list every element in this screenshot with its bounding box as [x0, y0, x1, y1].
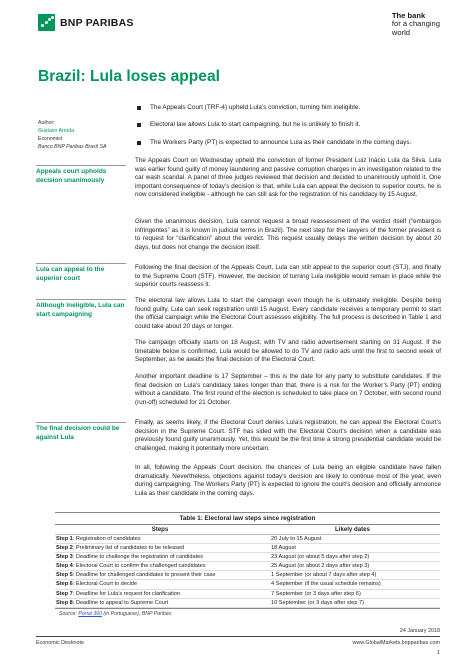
step-text: : Deadline for challenged candidates to present their case — [72, 572, 216, 579]
step-text: : Deadline for Lula’s request for clarification — [72, 590, 180, 597]
date-cell: 4 September (if the usual schedule remains) — [271, 581, 381, 588]
table-title: Table 1: Electoral law steps since registration — [55, 512, 440, 525]
tagline-line: for a changing — [391, 19, 440, 29]
bullet-item — [137, 104, 437, 112]
step-cell — [55, 571, 265, 579]
date-cell: 25 August (or about 2 days after step 3) — [271, 563, 370, 570]
bnp-paribas-logo — [38, 14, 134, 31]
brand-name: BNP PARIBAS — [60, 16, 134, 29]
table-header-row — [55, 525, 440, 535]
table-header-dates: Likely dates — [335, 526, 370, 533]
step-number: Step 3 — [56, 554, 73, 561]
step-text: : Deadline to appeal to Supreme Court — [72, 599, 169, 606]
author-name: Gustavo Arruda — [38, 128, 75, 134]
table-row — [55, 580, 440, 589]
step-cell — [55, 535, 265, 543]
date-cell: 23 August (or about 5 days after step 2) — [271, 554, 370, 561]
footer-date: 24 January 2018 — [399, 628, 440, 634]
sidebar-heading-text: Appeals court upholds decision unanimously — [36, 168, 107, 184]
stars-logo-icon — [38, 14, 55, 31]
body-paragraph: Following the final decision of the Appeals Court, Lula can still appeal to the superior court (STJ), and finally to the Supreme Court (STF). However, the decision of turning Lula ineligible would remain in place while the superior courts reassess it. — [135, 264, 441, 289]
author-bank: Banco BNP Paribas Brasil SA — [38, 144, 107, 150]
date-cell: 7 September (or 3 days after step 6) — [271, 590, 361, 597]
bullet-text: The Appeals Court (TRF-4) upheld Lula’s conviction, turning him ineligible. — [150, 104, 361, 111]
body-paragraph: In all, following the Appeals Court decision, the chances of Lula being an eligible candidate have fallen dramatically. Nevertheless, objections against today’s decision are likely to continue most of the year, even during campaigning. The Workers Party (PT) is expected to ignore the court’s decision and officially announce Lula as their candidate in the coming days. — [135, 464, 441, 497]
bullet-square-icon — [137, 106, 141, 110]
body-paragraph: Given the unanimous decision, Lula cannot request a broad reassessment of the verdict itself (“embargos infringentes” as it is known in judicial terms in Brazil). The next step for the lawyers of the former president is to request for “clarification” about the verdict. This request usually delays the written decision by about 20 days, but does not change the decision itself. — [135, 218, 441, 251]
step-text: : Registration of candidates — [72, 536, 141, 542]
table-header-steps: Steps — [151, 526, 169, 533]
sidebar-heading — [36, 299, 126, 319]
table-bottom-rule — [55, 608, 440, 609]
step-cell — [55, 553, 265, 561]
footer-publication: Economic Desknote — [36, 640, 84, 646]
sidebar-heading-text: Lula can appeal to the superior court — [36, 266, 105, 282]
sidebar-heading-text: The final decision could be against Lula — [36, 425, 120, 441]
bullet-item — [137, 139, 437, 147]
bullet-square-icon — [137, 141, 141, 145]
step-number: Step 6 — [56, 581, 73, 588]
step-number: Step 1 — [56, 536, 73, 542]
body-paragraph: The Appeals Court on Wednesday upheld the conviction of former President Luiz Inácio Lula da Silva. Lula was earlier found guilty of money laundering and passive corruption charges in an investigation related to the car wash scandal. A panel of three judges reviewed that decision and decided to unanimously uphold it. One important consequence of today’s decision is that, while Lula can appeal the decision to superior courts, he is now considered ineligible - although he can still ask for the registration of his candidacy by 15 August. — [135, 157, 441, 199]
step-number: Step 4 — [56, 563, 73, 570]
source-prefix: Source: — [59, 610, 79, 617]
sidebar-rule — [36, 263, 126, 264]
sidebar-heading — [36, 422, 126, 442]
step-number: Step 8 — [56, 599, 73, 606]
sidebar-rule — [36, 422, 126, 423]
tagline-line: The bank — [391, 11, 426, 20]
step-text: : Electoral Court to confirm the challenged candidates — [72, 563, 206, 570]
source-link[interactable]: Portal 360 — [78, 610, 102, 617]
step-cell — [55, 544, 265, 552]
author-label: Author: — [38, 120, 55, 126]
step-cell — [55, 599, 265, 607]
tagline-line: world — [391, 27, 411, 37]
sidebar-heading — [36, 263, 126, 283]
sidebar-rule — [36, 165, 126, 166]
body-paragraph: The campaign officially starts on 18 August, with TV and radio advertisement starting on 31 August. If the timetable below is confirmed, Lula would be allowed to do TV and radio ads until the first to second week of September, as he awaits the final decision of the Electoral Court. — [135, 339, 441, 364]
step-number: Step 5 — [56, 572, 73, 579]
author-block — [38, 119, 106, 151]
table-row — [55, 553, 440, 562]
bullet-item — [137, 121, 437, 129]
table-row — [55, 590, 440, 599]
sidebar-heading — [36, 165, 126, 185]
table-source — [55, 611, 440, 617]
page-title: Brazil: Lula loses appeal — [38, 68, 220, 85]
sidebar-rule — [36, 299, 126, 300]
step-cell — [55, 590, 265, 598]
step-text: : Deadline to challenge the registration of candidates — [72, 554, 204, 561]
date-cell: 1 September (or about 7 days after step 4) — [271, 572, 377, 579]
key-points — [137, 104, 437, 156]
electoral-steps-table — [55, 512, 440, 617]
date-cell: 18 August — [271, 545, 296, 552]
date-cell: 10 September (or 3 days after step 7) — [271, 599, 364, 606]
sidebar-heading-text: Although ineligible, Lula can start campaigning — [36, 302, 125, 318]
table-row — [55, 599, 440, 608]
step-number: Step 2 — [56, 545, 73, 552]
footer-rule — [36, 636, 440, 637]
table-row — [55, 562, 440, 571]
source-suffix: (in Portuguese), BNP Paribas — [101, 610, 172, 617]
date-cell: 20 July to 15 August — [271, 536, 322, 542]
bullet-square-icon — [137, 123, 141, 127]
table-row — [55, 544, 440, 553]
step-cell — [55, 562, 265, 570]
author-role: Economist — [38, 136, 63, 142]
body-paragraph: The electoral law allows Lula to start the campaign even though he is ultimately ineligible. Despite being found guilty, Lula can seek registration until 15 August. Every candidate receives a temporary permit to start the official campaign while the Electoral Court assesses eligibility. The full process is described in Table 1 and could take about 20 days or longer. — [135, 297, 441, 330]
bullet-text: Electoral law allows Lula to start campaigning, but he is unlikely to finish it. — [150, 121, 361, 129]
page-number: 1 — [437, 650, 440, 656]
brand-tagline — [392, 12, 440, 37]
footer-website-link[interactable]: www.GlobalMarkets.bnpparibas.com — [352, 640, 440, 646]
table-row — [55, 571, 440, 580]
table-row — [55, 535, 440, 544]
step-number: Step 7 — [56, 590, 73, 597]
bullet-text: The Workers Party (PT) is expected to announce Lula as their candidate in the coming days. — [150, 138, 412, 146]
step-text: : Electoral Court to decide — [72, 581, 138, 588]
step-text: : Preliminary list of candidates to be released — [72, 545, 185, 552]
body-paragraph: Finally, as seems likely, if the Electoral Court denies Lula’s registration, he can appeal the Electoral Court’s decision in the Supreme Court. STF has sided with the Electoral Court’s decision when a candidate was previously found guilty unanimously. Yet, this would be the first time a strong presidential candidate would be challenged, making it potentially more uncertain. — [135, 419, 441, 452]
step-cell — [55, 580, 265, 588]
body-paragraph: Another important deadline is 17 September – this is the date for any party to substitute candidates. If the final decision on Lula’s candidacy takes longer than that, there is a risk for the Worker’s Party (PT) ending without a candidate. The first round of the election is scheduled to take place on 7 October, with second round (run-off) scheduled for 21 October. — [135, 373, 441, 406]
